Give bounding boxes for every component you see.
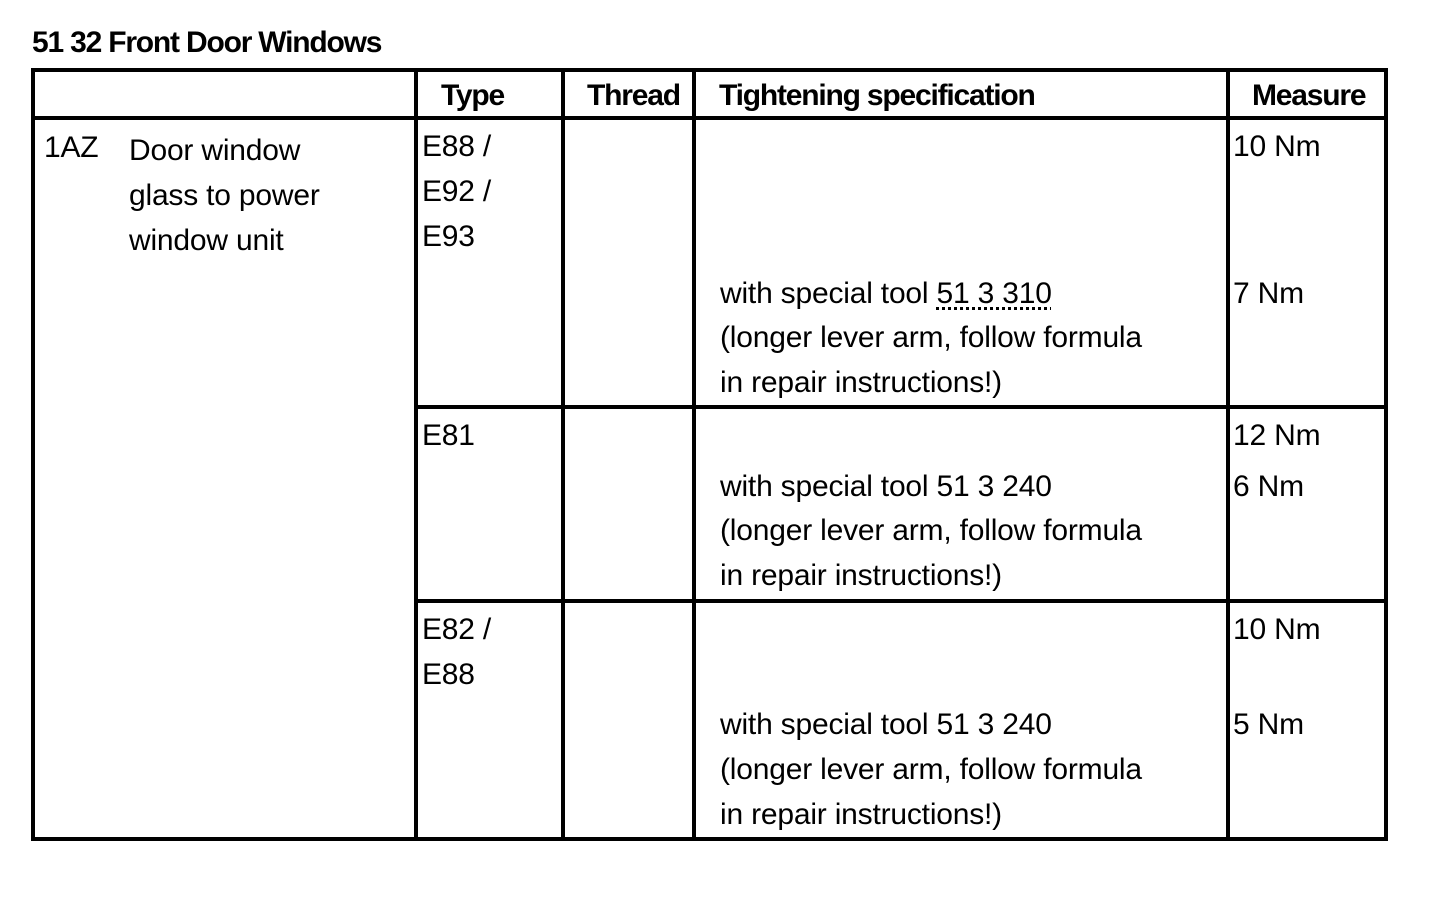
row-2-spec-line	[720, 464, 1052, 509]
row-1-special-tool-link[interactable]: 51 3 310	[936, 277, 1052, 310]
row-2-special-tool: 51 3 240	[936, 470, 1052, 503]
item-description: Door window glass to power window unit	[129, 134, 320, 257]
header-type: Type	[441, 79, 504, 112]
row-3-spec-line	[720, 702, 1052, 747]
header-thread: Thread	[587, 79, 680, 112]
row-1-measure-special-tool: 7 Nm	[1233, 277, 1304, 310]
column-divider-measure	[1226, 68, 1230, 841]
row-3-measure-special-tool: 5 Nm	[1233, 708, 1304, 741]
table-border-right	[1384, 68, 1388, 841]
row-divider-2	[414, 599, 1388, 603]
row-divider-1	[414, 405, 1388, 409]
row-2-spec-prefix: with special tool	[720, 470, 937, 503]
row-3-spec-prefix: with special tool	[720, 708, 937, 741]
row-1-type: E88 / E92 / E93	[422, 130, 492, 253]
column-divider-spec	[692, 68, 696, 841]
row-2-measure-special-tool: 6 Nm	[1233, 470, 1304, 503]
item-code: 1AZ	[44, 131, 99, 164]
row-3-special-tool: 51 3 240	[936, 708, 1052, 741]
table-border-bottom	[31, 837, 1388, 841]
row-3-measure-standard: 10 Nm	[1233, 613, 1321, 646]
column-divider-type	[414, 68, 418, 841]
header-measure: Measure	[1252, 79, 1366, 112]
row-1-spec-line	[720, 271, 1052, 316]
row-2-measure-standard: 12 Nm	[1233, 419, 1321, 452]
row-3-spec-note: (longer lever arm, follow formula in repair instructions!)	[720, 753, 1142, 831]
row-1-spec-note: (longer lever arm, follow formula in repair instructions!)	[720, 321, 1142, 399]
row-2-spec-note: (longer lever arm, follow formula in repair instructions!)	[720, 514, 1142, 592]
column-divider-thread	[561, 68, 565, 841]
header-tightening-specification: Tightening specification	[719, 79, 1035, 112]
row-1-spec-prefix: with special tool	[720, 277, 937, 310]
row-1-measure-standard: 10 Nm	[1233, 130, 1321, 163]
table-border-top	[31, 68, 1388, 72]
row-2-type: E81	[422, 419, 475, 452]
document-title: 51 32 Front Door Windows	[32, 26, 382, 59]
table-border-left	[31, 68, 35, 841]
row-3-type: E82 / E88	[422, 613, 492, 691]
header-divider	[31, 116, 1388, 120]
